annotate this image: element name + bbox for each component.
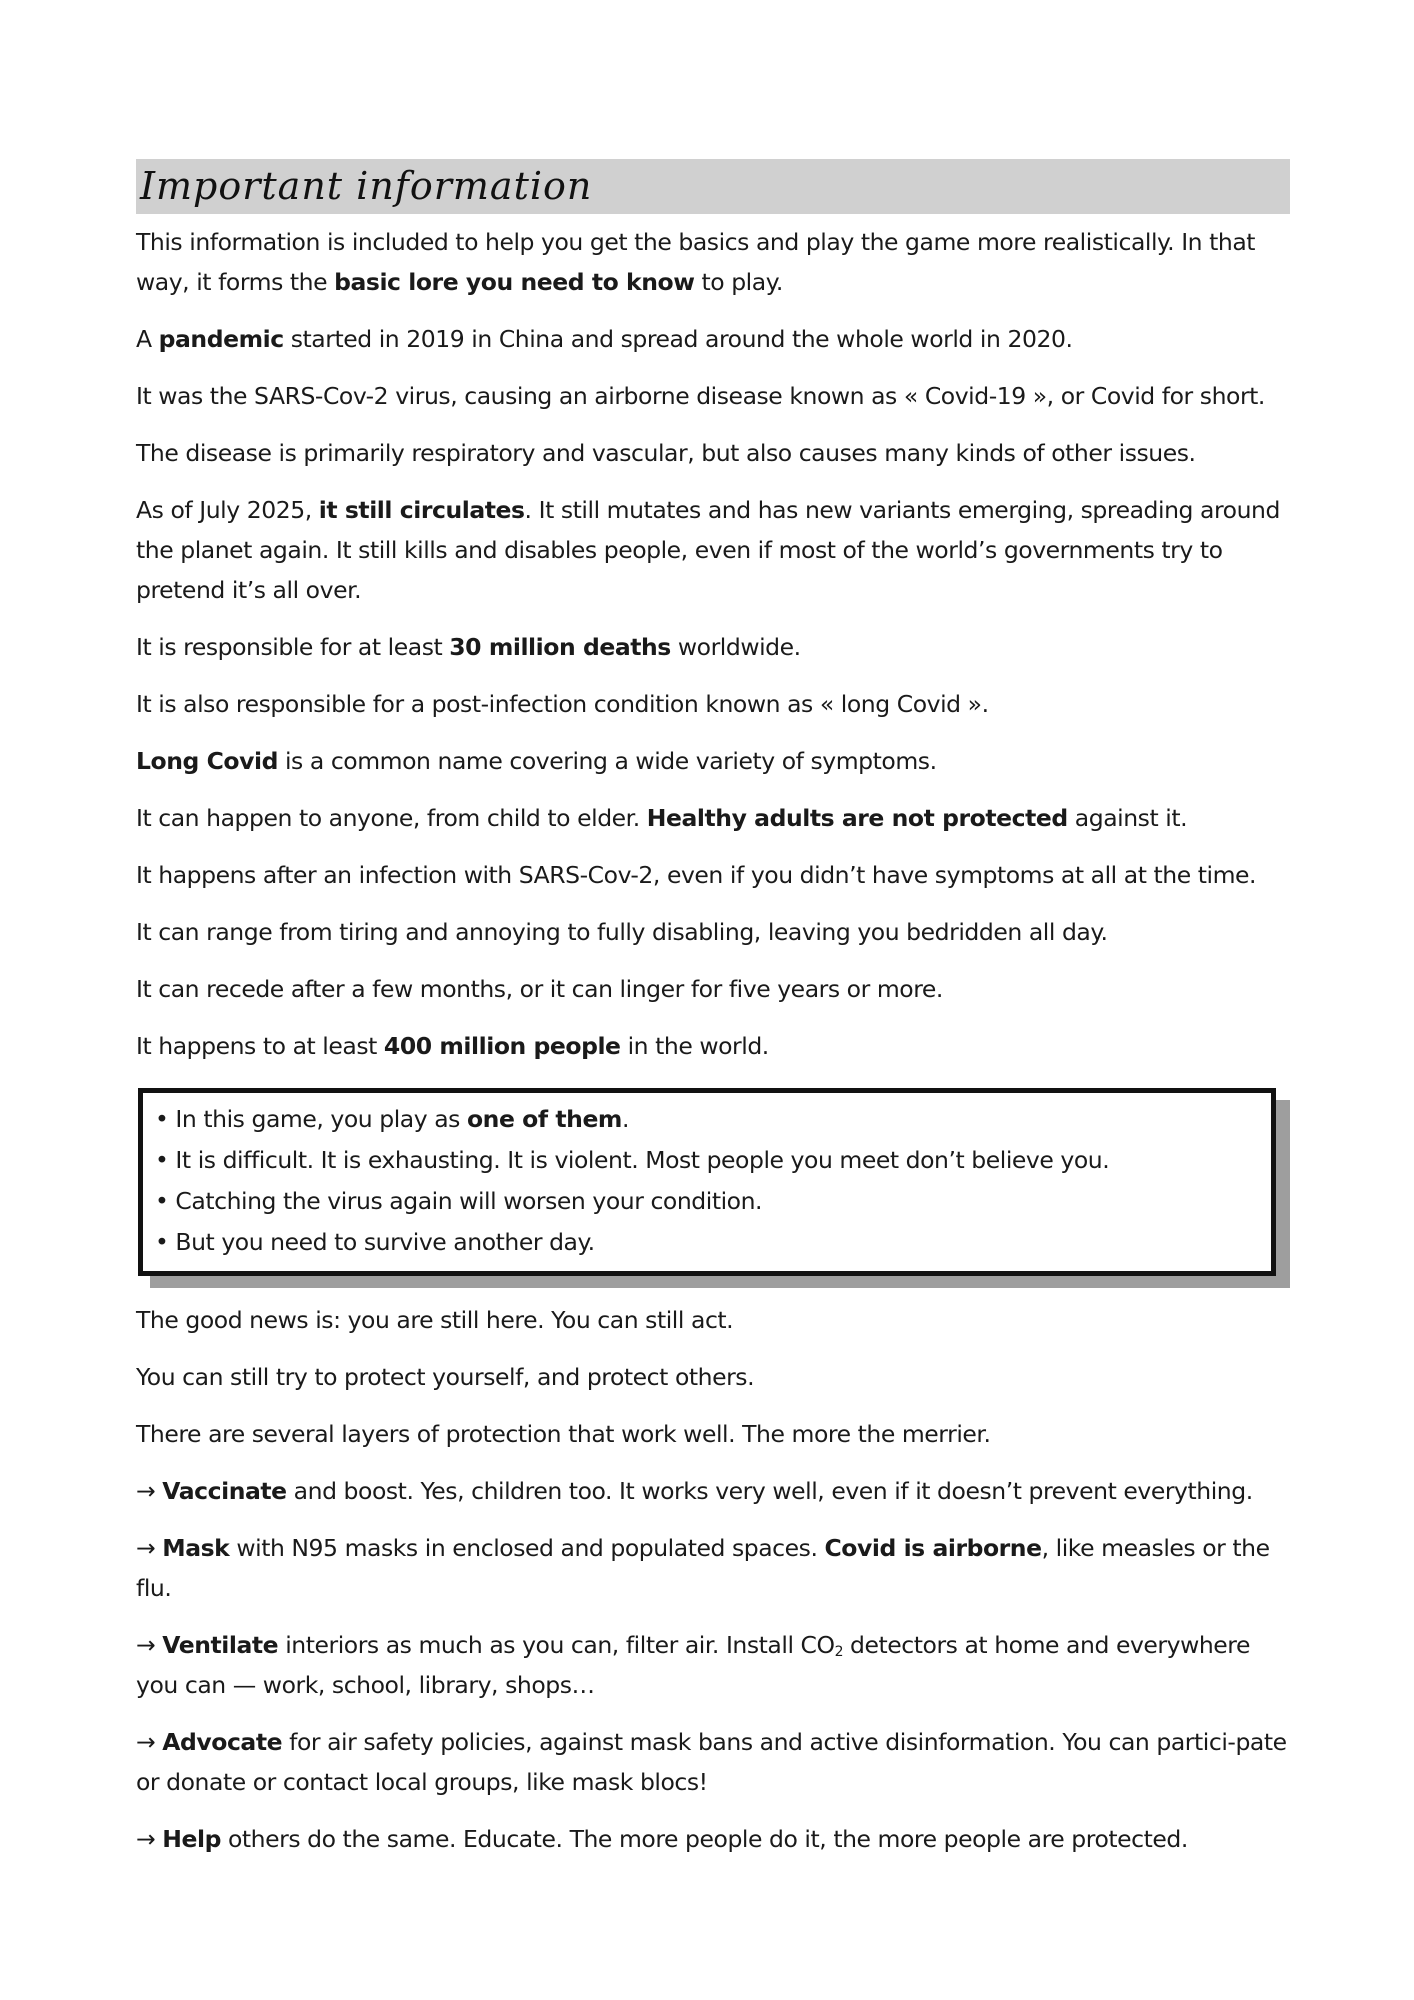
long-covid-paragraph (136, 741, 1290, 781)
arrow-icon: → (136, 1728, 163, 1756)
callout-line-4: • But you need to survive another day. (155, 1228, 595, 1256)
pandemic-paragraph (136, 319, 1290, 359)
arrow-icon: → (136, 1534, 163, 1562)
airborne-bold: Covid is airborne (824, 1534, 1042, 1562)
callout-content (138, 1088, 1276, 1276)
million-text-end: in the world. (620, 1032, 769, 1060)
intro-text: This information is included to help you get the basics and play the game more realistically. In that way, it forms the (136, 228, 1256, 296)
callout-box (138, 1088, 1276, 1276)
anyone-text: It can happen to anyone, from child to elder. (136, 804, 647, 832)
advocate-text: for air safety policies, against mask bans and active disinformation. You can partici-pate or donate or contact local groups, like mask blocs! (136, 1728, 1287, 1796)
pandemic-text-end: started in 2019 in China and spread around the whole world in 2020. (283, 325, 1073, 353)
page-title: Important information (140, 164, 593, 208)
pandemic-text: A (136, 325, 159, 353)
advocate-paragraph (136, 1722, 1290, 1802)
ventilate-paragraph (136, 1625, 1290, 1705)
anyone-text-end: against it. (1067, 804, 1188, 832)
advocate-bold: Advocate (162, 1728, 283, 1756)
callout-line-3: • Catching the virus again will worsen your condition. (155, 1187, 763, 1215)
callout-line-1-end: . (621, 1105, 629, 1133)
callout-line-1-text: • In this game, you play as (155, 1105, 467, 1133)
mask-bold: Mask (162, 1534, 230, 1562)
intro-text-end: to play. (694, 268, 783, 296)
co2-subscript: 2 (834, 1644, 844, 1660)
vaccinate-paragraph (136, 1471, 1290, 1511)
circulates-paragraph (136, 490, 1290, 610)
million-text: It happens to at least (136, 1032, 384, 1060)
deaths-bold: 30 million deaths (449, 633, 671, 661)
virus-paragraph: It was the SARS-Cov-2 virus, causing an airborne disease known as « Covid-19 », or Covid for short. (136, 382, 1265, 410)
anyone-bold: Healthy adults are not protected (646, 804, 1068, 832)
deaths-text: It is responsible for at least (136, 633, 450, 661)
million-paragraph (136, 1026, 1290, 1066)
ventilate-text: interiors as much as you can, filter air. Install CO (278, 1631, 835, 1659)
good-news-paragraph: The good news is: you are still here. You can still act. (136, 1306, 734, 1334)
protect-paragraph: You can still try to protect yourself, and protect others. (136, 1363, 755, 1391)
arrow-icon: → (136, 1631, 163, 1659)
vaccinate-bold: Vaccinate (162, 1477, 287, 1505)
long-covid-bold: Long Covid (136, 747, 278, 775)
help-text: others do the same. Educate. The more people do it, the more people are protected. (220, 1825, 1188, 1853)
long-covid-text: is a common name covering a wide variety of symptoms. (277, 747, 937, 775)
arrow-icon: → (136, 1825, 163, 1853)
help-paragraph (136, 1819, 1290, 1859)
mask-text-end: , like measles or the flu. (136, 1534, 1270, 1602)
pandemic-bold: pandemic (158, 325, 284, 353)
document-page (136, 159, 1290, 1876)
ventilate-text-end: detectors at home and everywhere you can — work, school, library, shops… (136, 1631, 1251, 1699)
vaccinate-text: and boost. Yes, children too. It works very well, even if it doesn’t prevent everything. (286, 1477, 1253, 1505)
ventilate-bold: Ventilate (162, 1631, 279, 1659)
intro-bold: basic lore you need to know (334, 268, 695, 296)
recede-paragraph: It can recede after a few months, or it can linger for five years or more. (136, 975, 943, 1003)
callout-line-1 (155, 1099, 1257, 1140)
anyone-paragraph (136, 798, 1290, 838)
mask-paragraph (136, 1528, 1290, 1608)
callout-line-2: • It is difficult. It is exhausting. It is violent. Most people you meet don’t believe you. (155, 1146, 1110, 1174)
range-paragraph: It can range from tiring and annoying to fully disabling, leaving you bedridden all day. (136, 918, 1108, 946)
mask-text: with N95 masks in enclosed and populated spaces. (229, 1534, 825, 1562)
post-infection-paragraph: It is also responsible for a post-infection condition known as « long Covid ». (136, 690, 989, 718)
disease-paragraph: The disease is primarily respiratory and vascular, but also causes many kinds of other issues. (136, 439, 1196, 467)
after-infection-paragraph: It happens after an infection with SARS-Cov-2, even if you didn’t have symptoms at all at the time. (136, 861, 1257, 889)
circulates-bold: it still circulates (318, 496, 525, 524)
deaths-paragraph (136, 627, 1290, 667)
million-bold: 400 million people (383, 1032, 621, 1060)
help-bold: Help (162, 1825, 221, 1853)
deaths-text-end: worldwide. (670, 633, 801, 661)
circulates-text-end: . It still mutates and has new variants emerging, spreading around the planet again. It still kills and disables people, even if most of the world’s governments try to pretend it’s all over. (136, 496, 1280, 604)
intro-paragraph (136, 222, 1290, 302)
title-bar (136, 159, 1290, 214)
circulates-text: As of July 2025, (136, 496, 319, 524)
arrow-icon: → (136, 1477, 163, 1505)
layers-paragraph: There are several layers of protection that work well. The more the merrier. (136, 1420, 991, 1448)
callout-line-1-bold: one of them (466, 1105, 622, 1133)
